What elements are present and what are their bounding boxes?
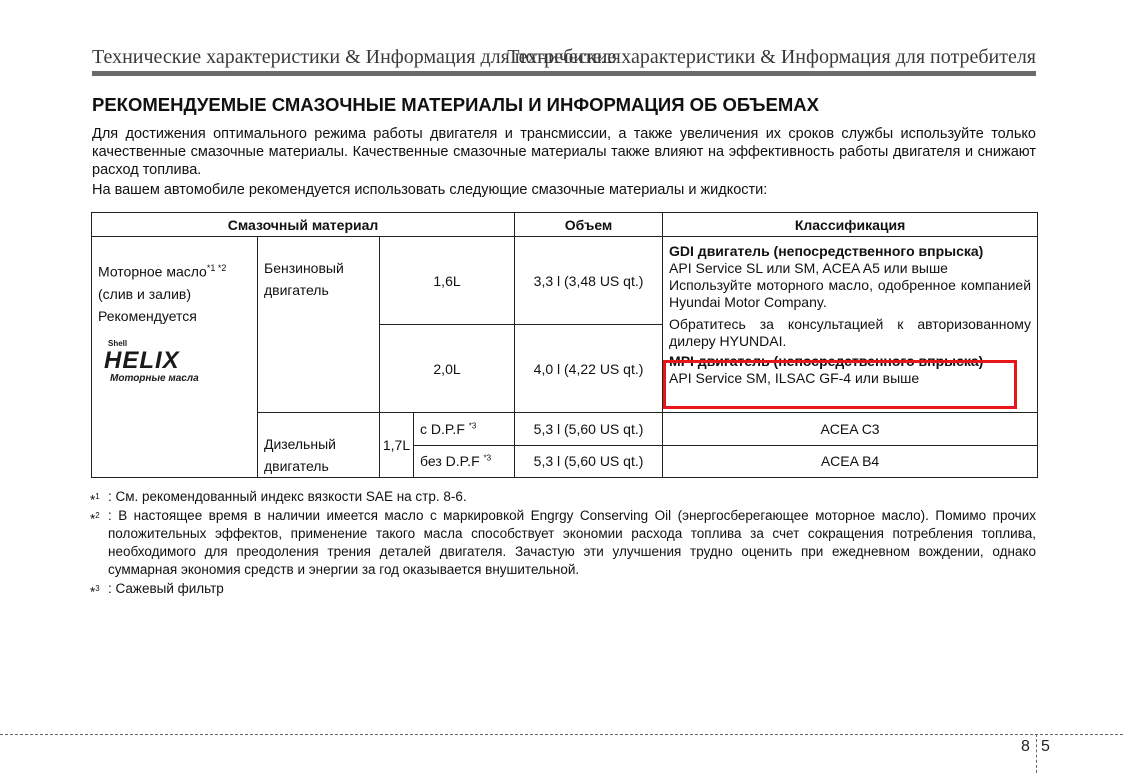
table-header-row: [92, 213, 1038, 237]
intro-paragraph-2: На вашем автомобиле рекомендуется использовать следующие смазочные материалы и жидкости:: [92, 182, 768, 198]
lubricant-name-sup: *1 *2: [206, 263, 227, 273]
footnote-sup: 3: [95, 584, 100, 593]
gdi-line3: Обратитесь за консультацией к авторизованному дилеру HYUNDAI.: [669, 316, 1032, 349]
section-number: 8: [1021, 738, 1030, 755]
page-number-divider: [1036, 734, 1037, 773]
mpi-highlight-box: [663, 360, 1017, 409]
no-dpf-sup: *3: [483, 453, 492, 463]
page-header: [92, 44, 1036, 72]
page-title: РЕКОМЕНДУЕМЫЕ СМАЗОЧНЫЕ МАТЕРИАЛЫ И ИНФОРМАЦИЯ ОБ ОБЪЕМАХ: [92, 94, 819, 115]
footnotes: [90, 488, 1036, 599]
no-dpf-label: без D.P.F: [420, 453, 480, 470]
mpi-title: MPI двигатель (непосредственного впрыска): [669, 353, 984, 369]
lubricants-table: [91, 212, 1038, 478]
shell-helix-logo: [98, 335, 218, 387]
gdi-line1: API Service SL или SM, ACEA A5 или выше: [669, 260, 948, 276]
header-text-overlay: Технические характеристики & Информация для потребителя: [507, 46, 1036, 68]
footnote: [90, 580, 1036, 598]
footnote-mark: *: [90, 511, 96, 527]
footnote-text: : Сажевый фильтр: [108, 581, 224, 596]
header-rule: [92, 71, 1036, 76]
diesel-engine-cell: 1,7L: [380, 413, 414, 478]
petrol-label-cell: [258, 237, 380, 413]
class-dpf-cell: ACEA C3: [663, 413, 1038, 446]
engine-2-0-cell: 2,0L: [380, 325, 515, 413]
lubricant-line2: (слив и залив): [98, 285, 191, 302]
footer-rule: [0, 734, 1123, 735]
dpf-label: с D.P.F: [420, 420, 465, 437]
diesel-label-cell: [258, 413, 380, 478]
footnote-mark: *: [90, 492, 96, 508]
no-dpf-cell: [414, 445, 515, 478]
volume-1-6-cell: 3,3 l (3,48 US qt.): [515, 237, 663, 325]
gdi-line2: Используйте моторного масло, одобренное компанией Hyundai Motor Company.: [669, 277, 1032, 310]
logo-brand-text: HELIX: [104, 346, 180, 374]
intro-paragraph: Для достижения оптимального режима работы двигателя и трансмиссии, а также увеличения их сроков службы используйте только качественные смазочные материалы. Качественные смазочные материалы также влияют на эффективность работы двигателя и снижают расход топлива.: [92, 126, 1036, 178]
class-no-dpf-cell: ACEA B4: [663, 445, 1038, 478]
logo-small-text: Shell: [108, 338, 128, 348]
volume-dpf-cell: 5,3 l (5,60 US qt.): [515, 413, 663, 446]
footnote-sup: 1: [95, 492, 100, 501]
footnote-text: : В настоящее время в наличии имеется масло с маркировкой Engrgy Conserving Oil (энергосберегающее моторное масло). Помимо прочих положительных эффектов, применение такого масла способствует экономии расхода топлива за счет сокращения потребления топлива, необходимого для преодоления трения деталей двигателя. Зачастую эти улучшения трудно оценить при ежедневном вождении, однако суммарная экономия средств и энергии за год оказывается внушительной.: [108, 508, 1036, 577]
page-number: 5: [1041, 738, 1050, 755]
diesel-label-line1: Дизельный: [264, 436, 336, 452]
petrol-label-line1: Бензиновый: [264, 260, 344, 276]
footnote: [90, 488, 1036, 506]
header-text: Технические характеристики & Информация для потребителя: [92, 46, 621, 68]
logo-tagline: Моторные масла: [110, 372, 199, 384]
header-classification: Классификация: [663, 213, 1038, 237]
lubricant-name: Моторное масло: [98, 263, 207, 280]
lubricant-line3: Рекомендуется: [98, 307, 197, 324]
dpf-cell: [414, 413, 515, 446]
gdi-title: GDI двигатель (непосредственного впрыска): [669, 243, 984, 259]
footnote: [90, 507, 1036, 579]
mpi-line1: API Service SM, ILSAC GF-4 или выше: [669, 370, 920, 386]
footnote-text: : См. рекомендованный индекс вязкости SAE на стр. 8-6.: [108, 489, 467, 504]
dpf-sup: *3: [468, 421, 477, 431]
header-lubricant: Смазочный материал: [92, 213, 515, 237]
volume-no-dpf-cell: 5,3 l (5,60 US qt.): [515, 445, 663, 478]
table-row: [92, 237, 1038, 325]
lubricant-cell: [92, 237, 258, 478]
petrol-label-line2: двигатель: [264, 282, 329, 298]
engine-1-6-cell: 1,6L: [380, 237, 515, 325]
footnote-mark: *: [90, 584, 96, 600]
footnote-sup: 2: [95, 511, 100, 520]
diesel-label-line2: двигатель: [264, 458, 329, 474]
header-volume: Объем: [515, 213, 663, 237]
volume-2-0-cell: 4,0 l (4,22 US qt.): [515, 325, 663, 413]
